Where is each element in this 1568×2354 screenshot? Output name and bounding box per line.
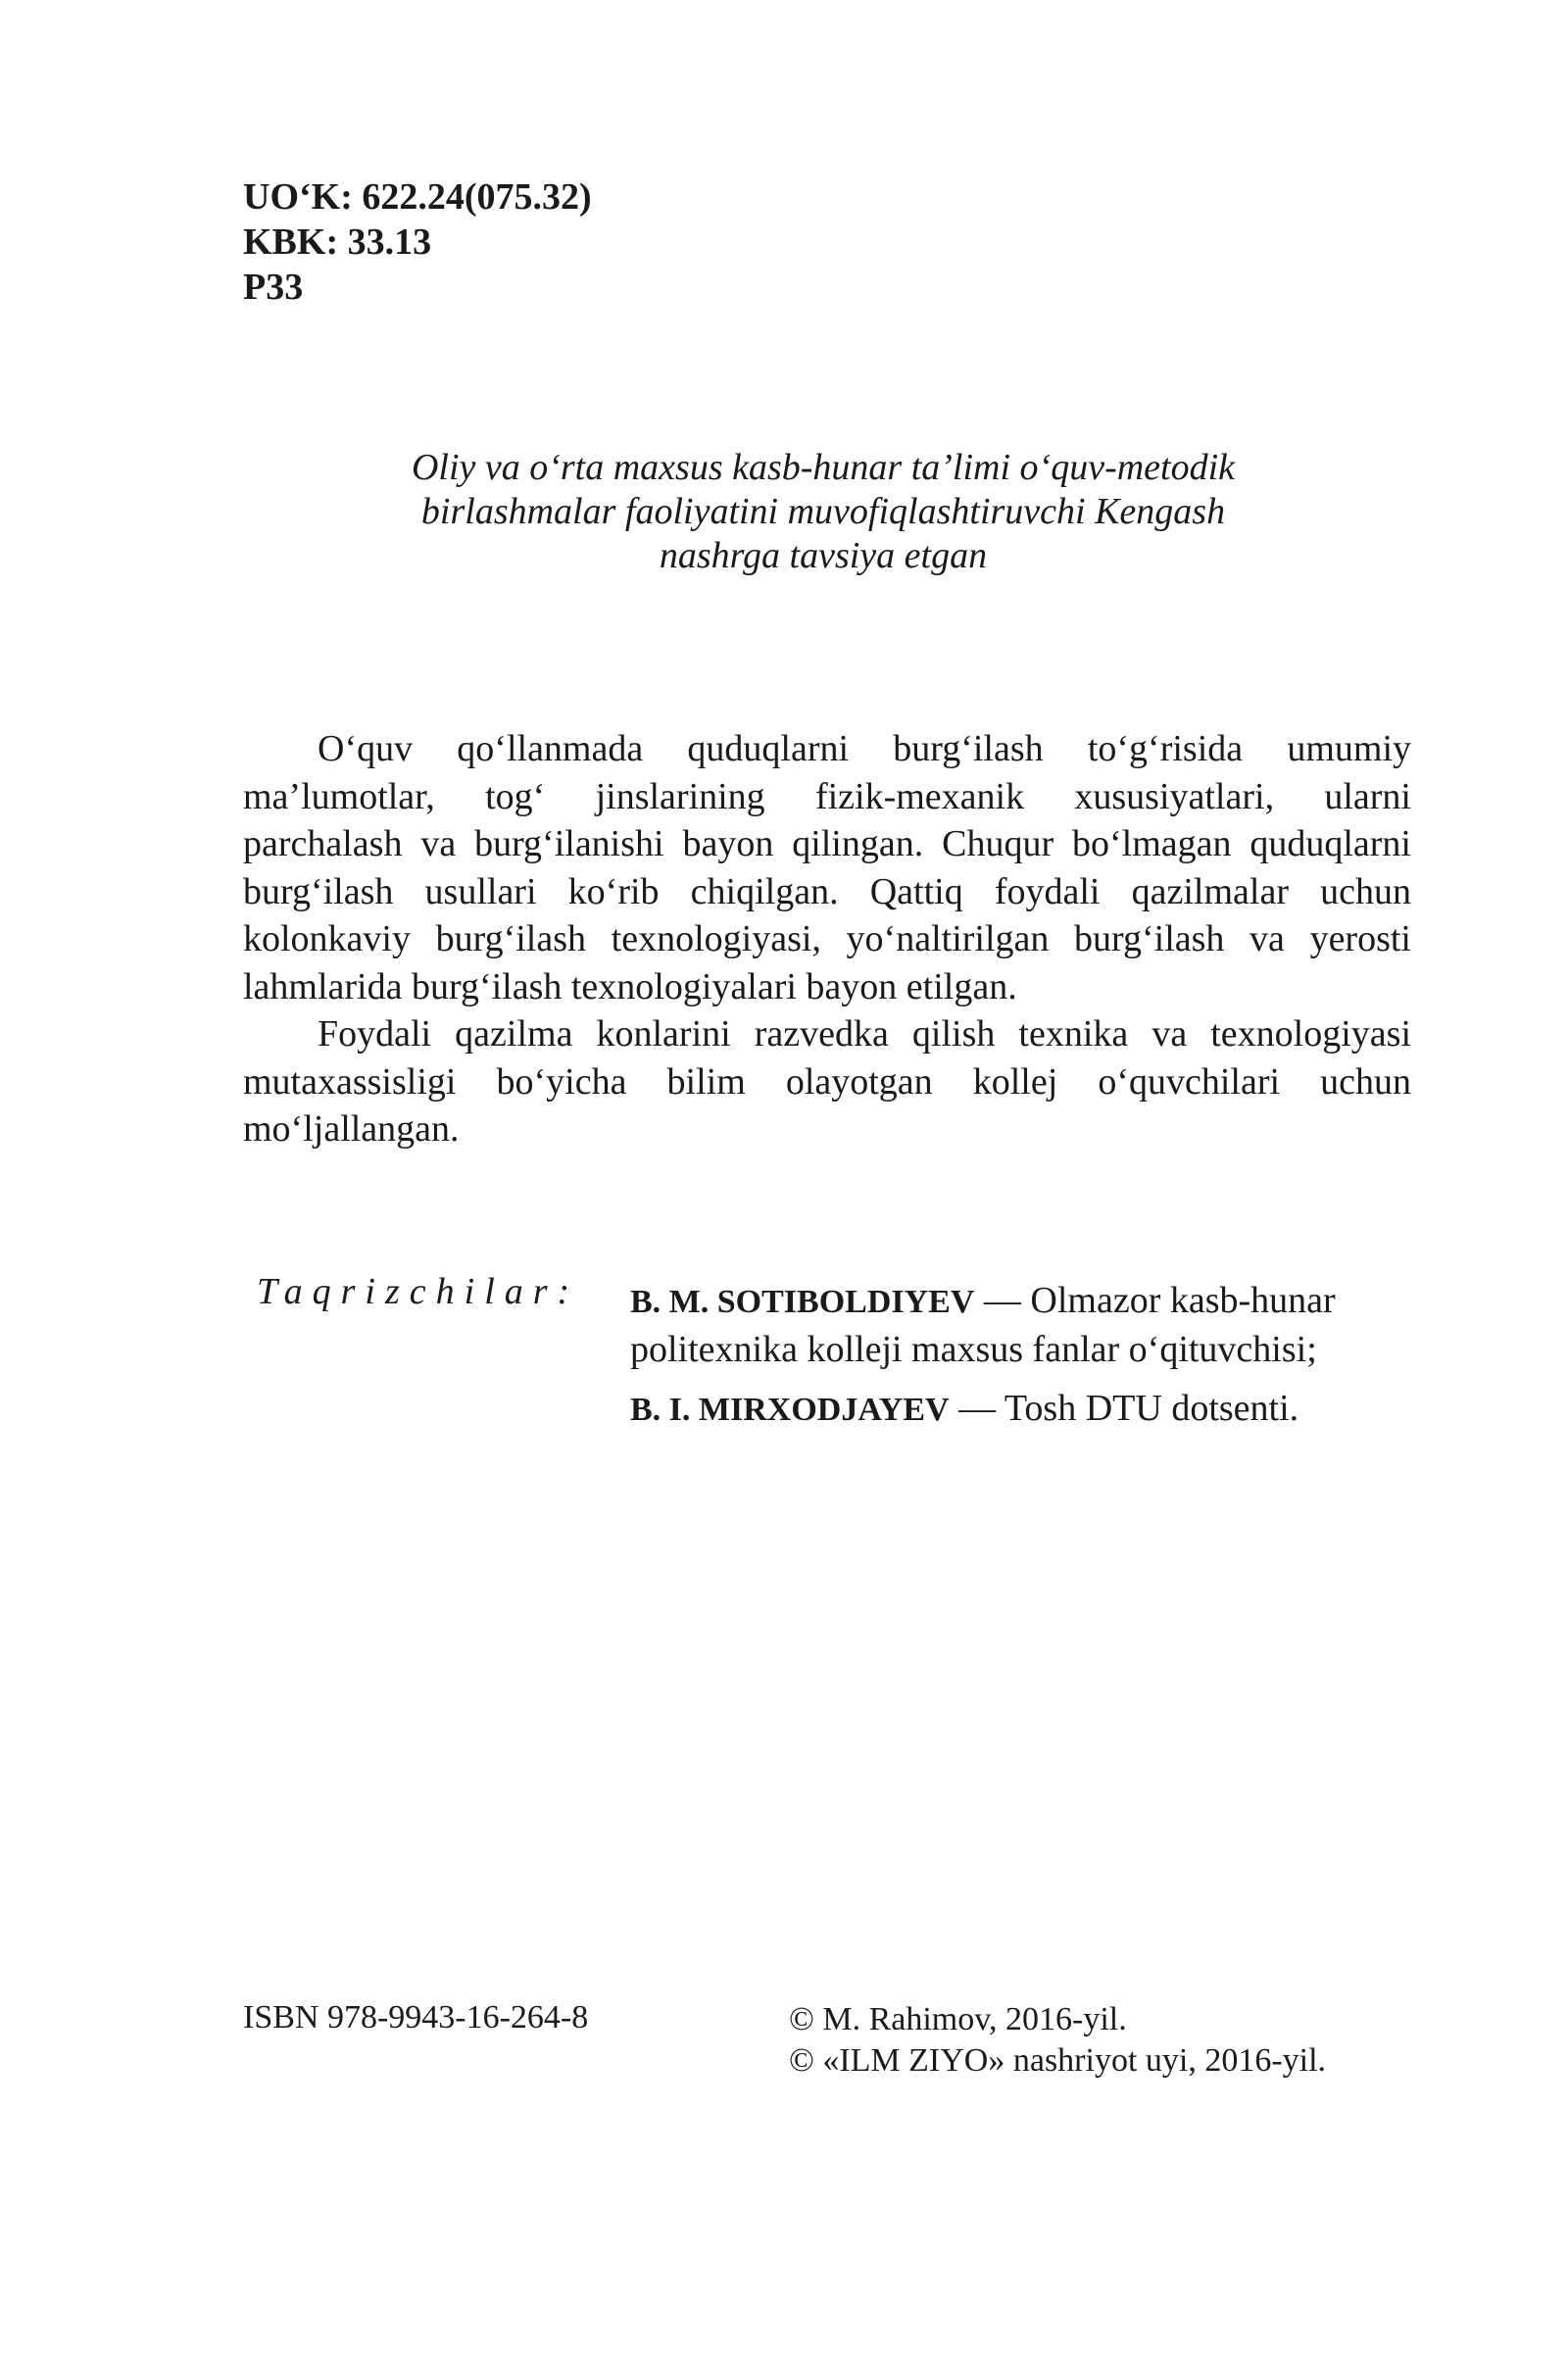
reviewer-name: B. I. MIRXODJAYEV (630, 1392, 950, 1428)
isbn-number: ISBN 978-9943-16-264-8 (243, 1999, 589, 2035)
abstract-line: Foydali qazilma konlarini razvedka qilish texnika va texnologiyasi (318, 1013, 1411, 1054)
kbk-code: KBK: 33.13 (243, 221, 432, 263)
reviewers-label: Taqrizchilar: (257, 1271, 580, 1312)
copyright-block (789, 1999, 1326, 2082)
abstract-line: burg‘ilash usullari ko‘rib chiqilgan. Qattiq foydali qazilmalar uchun (243, 870, 1411, 912)
reviewer-role: — Tosh DTU dotsenti. (958, 1388, 1299, 1429)
reviewer-role-continued: politexnika kolleji maxsus fanlar o‘qituvchisi; (630, 1329, 1317, 1370)
reviewer-role: — Olmazor kasb-hunar (983, 1280, 1336, 1321)
abstract-line: lahmlarida burg‘ilash texnologiyalari bayon etilgan. (243, 965, 1017, 1007)
abstract-line: ma’lumotlar, tog‘ jinslarining fizik-mexanik xususiyatlari, ularni (243, 775, 1411, 817)
approval-line: birlashmalar faoliyatini muvofiqlashtiruvchi Kengash (420, 491, 1226, 532)
approval-line: Oliy va o‘rta maxsus kasb-hunar ta’limi o‘quv-metodik (411, 447, 1236, 488)
classification-codes (243, 174, 592, 310)
author-index: P33 (243, 267, 304, 308)
copyright-publisher: © «ILM ZIYO» nashriyot uyi, 2016-yil. (789, 2042, 1327, 2079)
abstract-line: mo‘ljallangan. (243, 1108, 460, 1150)
approval-line: nashrga tavsiya etgan (659, 535, 988, 576)
reviewer-name: B. M. SOTIBOLDIYEV (630, 1284, 975, 1320)
copyright-author: © M. Rahimov, 2016-yil. (789, 2001, 1127, 2037)
uok-code: UO‘K: 622.24(075.32) (243, 176, 592, 218)
book-abstract (243, 725, 1411, 1153)
abstract-line: mutaxassisligi bo‘yicha bilim olayotgan kollej o‘quvchilari uchun (243, 1060, 1411, 1103)
abstract-line: O‘quv qo‘llanmada quduqlarni burg‘ilash to‘g‘risida umumiy (318, 728, 1411, 769)
abstract-line: parchalash va burg‘ilanishi bayon qilingan. Chuqur bo‘lmagan quduqlarni (243, 823, 1411, 864)
publication-approval (333, 446, 1313, 578)
reviewer-entry (630, 1385, 1298, 1434)
abstract-line: kolonkaviy burg‘ilash texnologiyasi, yo‘naltirilgan burg‘ilash va yerosti (243, 918, 1411, 959)
reviewer-entry (630, 1277, 1336, 1373)
